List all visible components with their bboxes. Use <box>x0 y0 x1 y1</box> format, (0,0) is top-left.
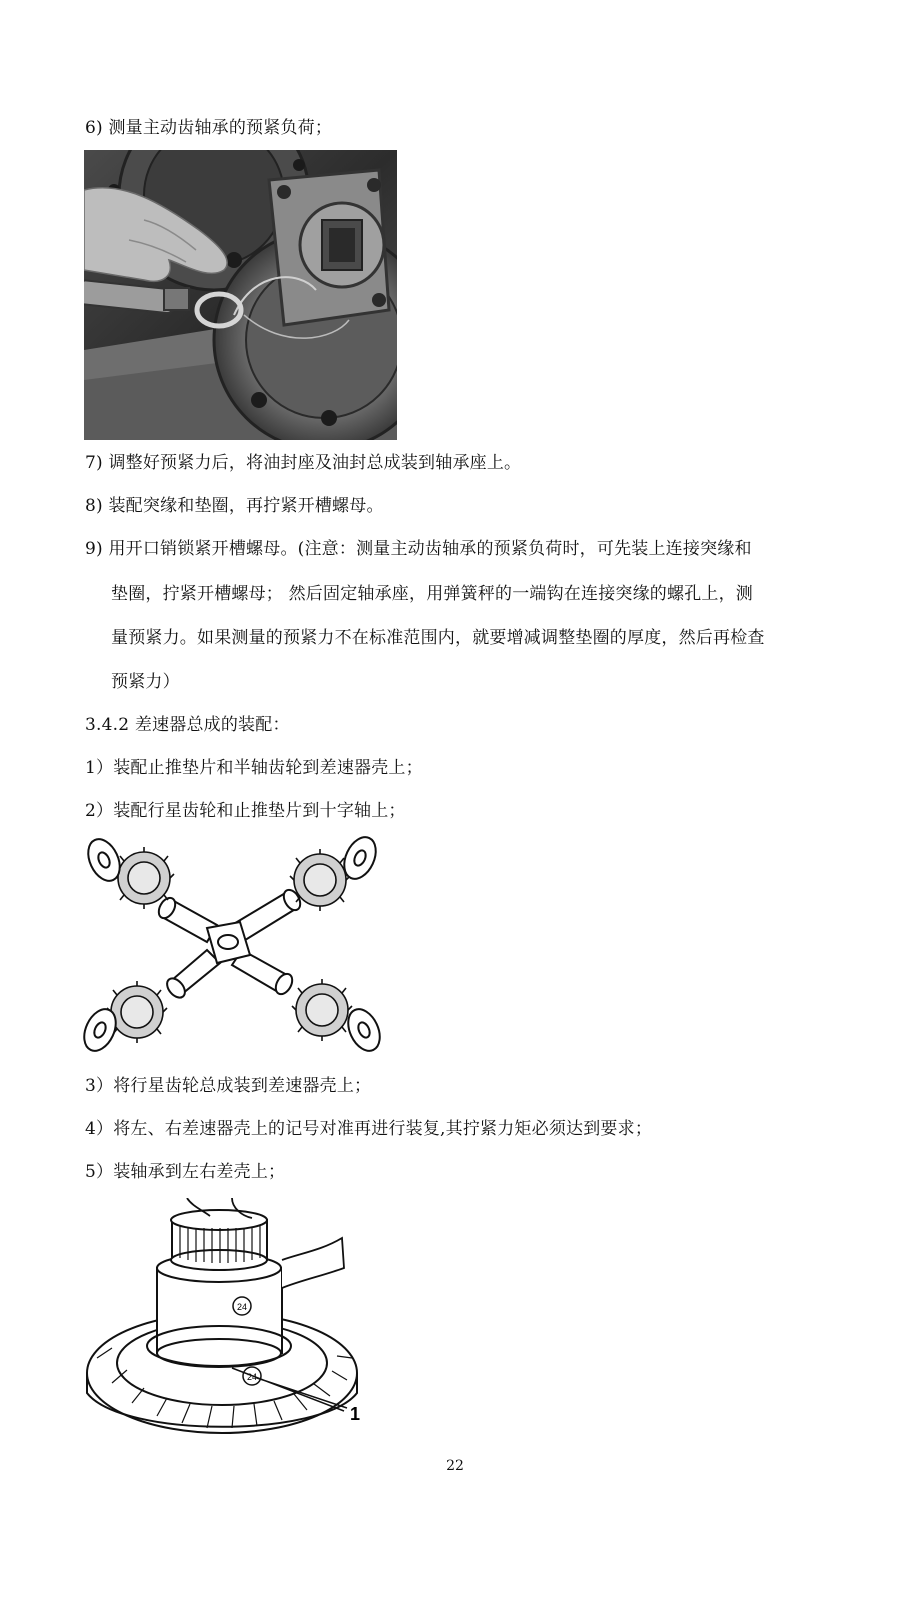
diff-item-3: 3）将行星齿轮总成装到差速器壳上； <box>85 1076 372 1096</box>
item-9-line-1: 9) 用开口销锁紧开槽螺母。(注意：测量主动齿轴承的预紧负荷时，可先装上连接突缘和 <box>85 539 752 559</box>
item-9-line-3: 量预紧力。如果测量的预紧力不在标准范围内，就要增减调整垫圈的厚度，然后再检查 <box>111 628 765 648</box>
diff-item-4: 4）将左、右差速器壳上的记号对准再进行装复,其拧紧力矩必须达到要求； <box>85 1119 653 1139</box>
item-6-text: 6) 测量主动齿轴承的预紧负荷； <box>85 118 333 138</box>
mark-label-2: 24 <box>246 1372 258 1382</box>
page-number: 22 <box>446 1458 464 1474</box>
figure-spider-gears <box>82 830 382 1060</box>
callout-1: 1 <box>350 1404 361 1424</box>
item-9-line-4: 预紧力） <box>111 672 180 692</box>
section-heading-342: 3.4.2 差速器总成的装配： <box>85 715 290 735</box>
diff-item-5: 5）装轴承到左右差壳上； <box>85 1162 286 1182</box>
photo-preload-measurement <box>84 150 397 440</box>
mark-label-1: 24 <box>236 1302 248 1312</box>
diff-item-2: 2）装配行星齿轮和止推垫片到十字轴上； <box>85 801 406 821</box>
item-7-text: 7) 调整好预紧力后，将油封座及油封总成装到轴承座上。 <box>85 453 522 473</box>
figure-bearing-install <box>82 1198 382 1446</box>
diff-item-1: 1）装配止推垫片和半轴齿轮到差速器壳上； <box>85 758 423 778</box>
item-9-line-2: 垫圈，拧紧开槽螺母； 然后固定轴承座，用弹簧秤的一端钩在连接突缘的螺孔上，测 <box>111 584 754 604</box>
item-8-text: 8) 装配突缘和垫圈，再拧紧开槽螺母。 <box>85 496 384 516</box>
